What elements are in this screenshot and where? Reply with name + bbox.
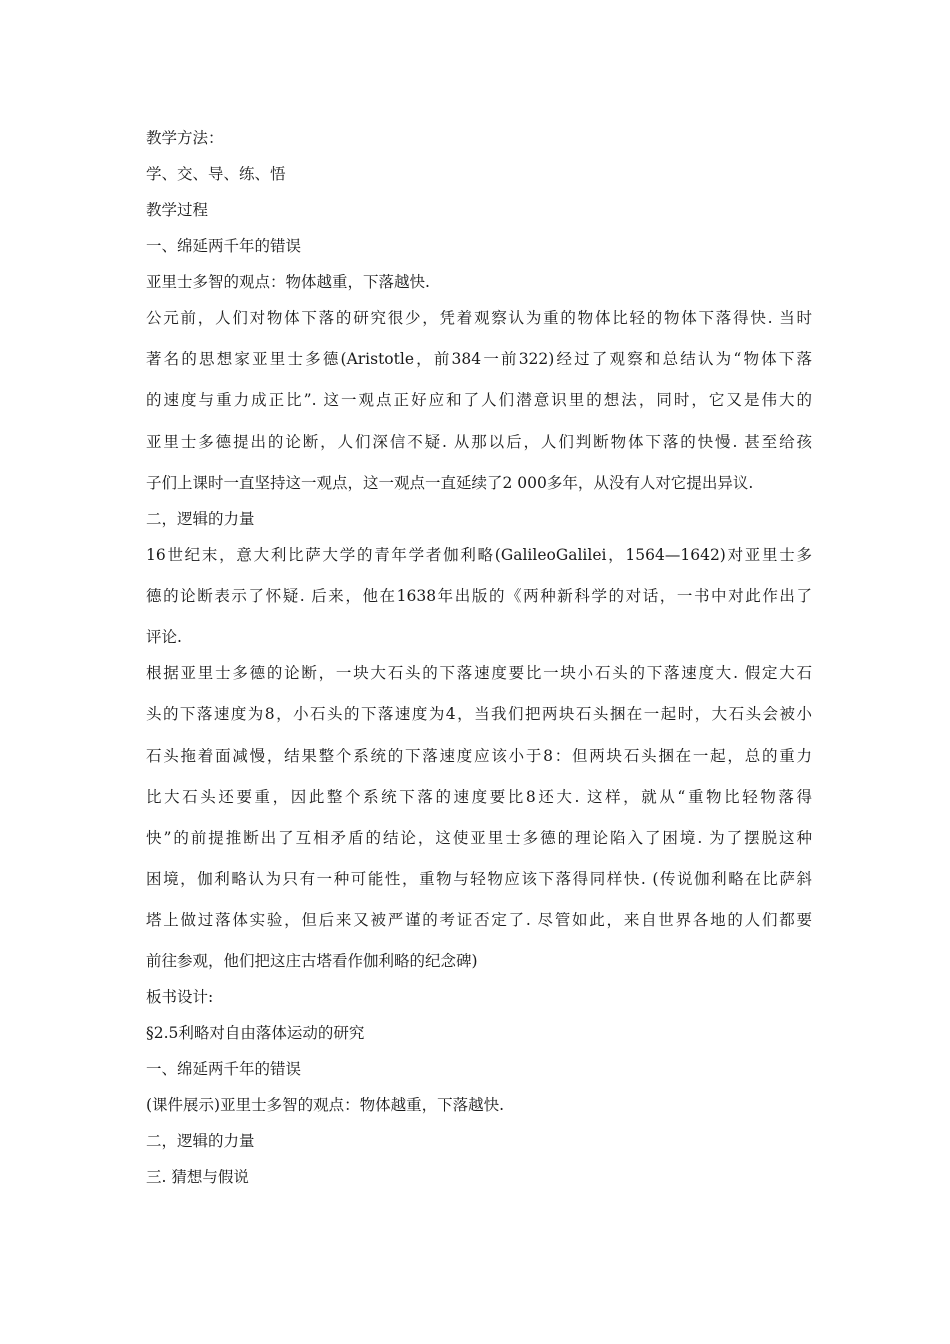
section-1-title: 一、绵延两千年的错误 [146, 237, 302, 255]
board-design-heading: 板书设计: [146, 988, 214, 1007]
paragraph-line: 评论. [146, 628, 182, 647]
paragraph-line: 的速度与重力成正比”. 这一观点正好应和了人们潜意识里的想法，同时，它又是伟大的 [146, 391, 812, 410]
paragraph-line: 公元前，人们对物体下落的研究很少，凭着观察认为重的物体比轻的物体下落得快. 当时 [146, 309, 812, 327]
paragraph-line: 石头拖着面减慢，结果整个系统的下落速度应该小于8：但两块石头捆在一起，总的重力 [146, 746, 812, 765]
teaching-methods-list: 学、交、导、练、悟 [146, 165, 286, 183]
paragraph-line: 塔上做过落体实验，但后来又被严谨的考证否定了. 尽管如此，来自世界各地的人们都要 [146, 911, 812, 930]
paragraph-galileo [146, 542, 812, 651]
paragraph-history [146, 305, 812, 497]
paragraph-line: 比大石头还要重，因此整个系统下落的速度要比8还大. 这样，就从“重物比轻物落得 [146, 787, 812, 806]
paragraph-line: 亚里士多德提出的论断，人们深信不疑. 从那以后，人们判断物体下落的快慢. 甚至给孩 [146, 432, 812, 451]
paragraph-line: 头的下落速度为8，小石头的下落速度为4，当我们把两块石头捆在一起时，大石头会被小 [146, 705, 812, 724]
heading-teaching-process: 教学过程 [146, 201, 209, 219]
heading-teaching-method: 教学方法： [146, 129, 224, 147]
aristotle-view: 亚里士多智的观点：物体越重，下落越快. [146, 273, 430, 291]
board-title: §2.5利略对自由落体运动的研究 [146, 1024, 365, 1043]
board-section-1: 一、绵延两千年的错误 [146, 1060, 302, 1079]
paragraph-line: 16世纪末，意大利比萨大学的青年学者伽利略(GalileoGalilei，1564—1642)对亚里士多 [146, 545, 812, 564]
paragraph-line: 根据亚里士多德的论断，一块大石头的下落速度要比一块小石头的下落速度大. 假定大石 [146, 664, 812, 683]
board-section-2: 二，逻辑的力量 [146, 1132, 255, 1151]
paragraph-line: 德的论断表示了怀疑. 后来，他在1638年出版的《两种新科学的对话，一书中对此作出了 [146, 586, 812, 605]
paragraph-line: 著名的思想家亚里士多德(Aristotle，前384一前322)经过了观察和总结认为“物体下落 [146, 350, 812, 369]
document-page [146, 125, 812, 1200]
board-section-3: 三. 猜想与假说 [146, 1168, 249, 1187]
paragraph-argument [146, 660, 812, 975]
board-view: (课件展示)亚里士多智的观点：物体越重，下落越快. [146, 1096, 505, 1115]
paragraph-line: 快”的前提推断出了互相矛盾的结论，这使亚里士多德的理论陷入了困境. 为了摆脱这种 [146, 828, 812, 847]
paragraph-line: 困境，伽利略认为只有一种可能性，重物与轻物应该下落得同样快. (传说伽利略在比萨斜 [146, 870, 812, 889]
section-2-title: 二，逻辑的力量 [146, 509, 255, 528]
paragraph-line: 前往参观，他们把这庄古塔看作伽利略的纪念碑) [146, 952, 478, 971]
paragraph-line: 子们上课时一直坚持这一观点，这一观点一直延续了2 000多年，从没有人对它提出异议. [146, 473, 754, 492]
